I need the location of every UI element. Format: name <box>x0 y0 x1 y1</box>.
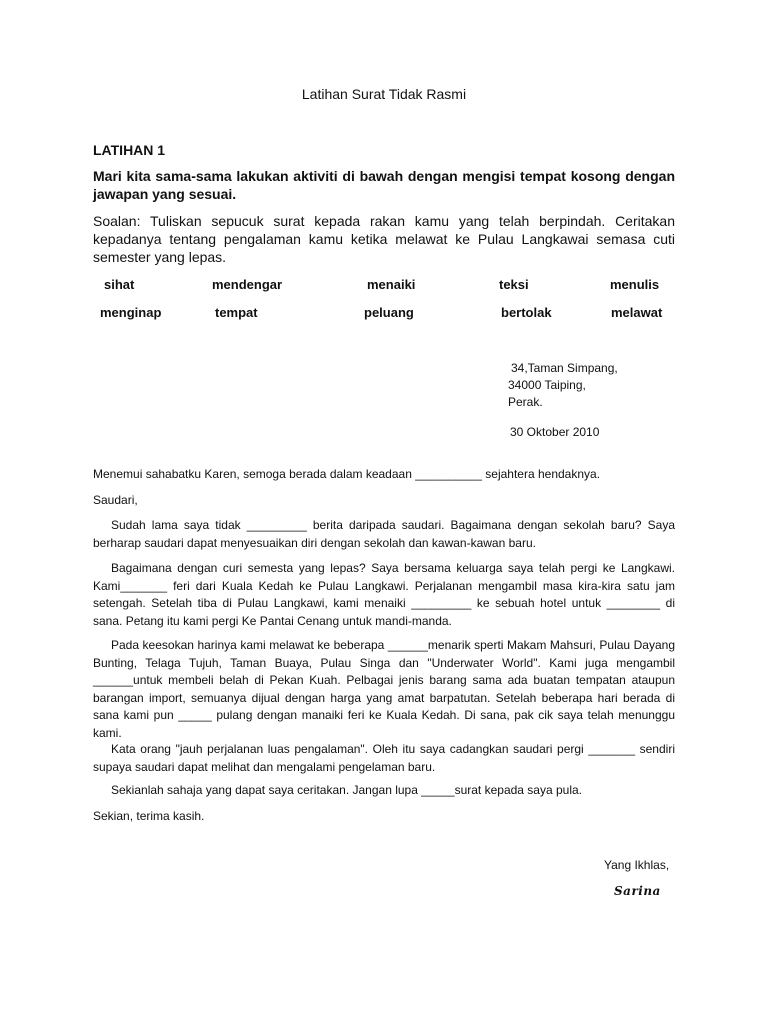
sender-address <box>508 360 618 411</box>
letter-date: 30 Oktober 2010 <box>510 425 600 439</box>
signature: Sarina <box>614 884 661 898</box>
letter-paragraph: Bagaimana dengan curi semesta yang lepas? Saya bersama keluarga saya telah pergi ke Langkawi. Kami_______ feri dari Kuala Kedah ke Pulau Langkawi. Perjalanan mengambil masa kira-kira satu jam setengah. Setelah tiba di Pulau Langkawi, kami menaiki _________ ke sebuah hotel untuk ________ di sana. Petang itu kami pergi Ke Pantai Cenang untuk mandi-manda. <box>93 561 675 628</box>
letter-sign-off: Sekian, terima kasih. <box>93 809 205 823</box>
exercise-heading: LATIHAN 1 <box>93 142 166 158</box>
letter-paragraph: Sudah lama saya tidak _________ berita daripada saudari. Bagaimana dengan sekolah baru? Saya berharap saudari dapat menyesuaikan diri dengan sekolah dan kawan-kawan baru. <box>93 518 675 550</box>
word-bank-item: teksi <box>499 277 529 292</box>
address-line: Perak. <box>508 395 543 409</box>
letter-greeting: Menemui sahabatku Karen, semoga berada dalam keadaan __________ sejahtera hendaknya. <box>93 467 601 481</box>
word-bank-item: melawat <box>611 305 663 320</box>
question-text: Soalan: Tuliskan sepucuk surat kepada rakan kamu yang telah berpindah. Ceritakan kepadanya tentang pengalaman kamu ketika melawat ke Pulau Langkawai semasa cuti semester yang lepas. <box>93 213 675 265</box>
letter-paragraph: Sekianlah sahaja yang dapat saya ceritakan. Jangan lupa _____surat kepada saya pula. <box>111 783 583 797</box>
address-line: 34,Taman Simpang, <box>511 361 618 375</box>
address-line: 34000 Taiping, <box>508 378 586 392</box>
word-bank-item: menulis <box>610 277 660 292</box>
word-bank-item: sihat <box>104 277 135 292</box>
word-bank-item: peluang <box>364 305 414 320</box>
letter-paragraph: Kata orang "jauh perjalanan luas pengalaman". Oleh itu saya cadangkan saudari pergi _______ sendiri supaya saudari dapat melihat dan mengalami pengelaman baru. <box>93 742 675 774</box>
word-bank-item: menaiki <box>367 277 416 292</box>
word-bank-item: tempat <box>215 305 258 320</box>
word-bank-item: mendengar <box>212 277 283 292</box>
letter-closing: Yang Ikhlas, <box>604 858 670 872</box>
letter-paragraph: Pada keesokan harinya kami melawat ke beberapa ______menarik sperti Makam Mahsuri, Pulau Dayang Bunting, Telaga Tujuh, Taman Buaya, Pulau Singa dan "Underwater World". Kami juga mengambil ______untuk membeli belah di Pekan Kuah. Pelbagai jenis barang sama ada buatan tempatan ataupun barangan import, semuanya dijual dengan harga yang amat barpatutan. Setelah beberapa hari berada di sana kami pun _____ pulang dengan manaiki feri ke Kuala Kedah. Di sana, pak cik saya telah menunggu kami. <box>93 638 675 740</box>
word-bank-item: menginap <box>100 305 162 320</box>
letter-salutation: Saudari, <box>93 493 138 507</box>
word-bank-item: bertolak <box>501 305 552 320</box>
document-title: Latihan Surat Tidak Rasmi <box>301 86 467 102</box>
instruction-text: Mari kita sama-sama lakukan aktiviti di bawah dengan mengisi tempat kosong dengan jawapan yang sesuai. <box>93 168 675 202</box>
